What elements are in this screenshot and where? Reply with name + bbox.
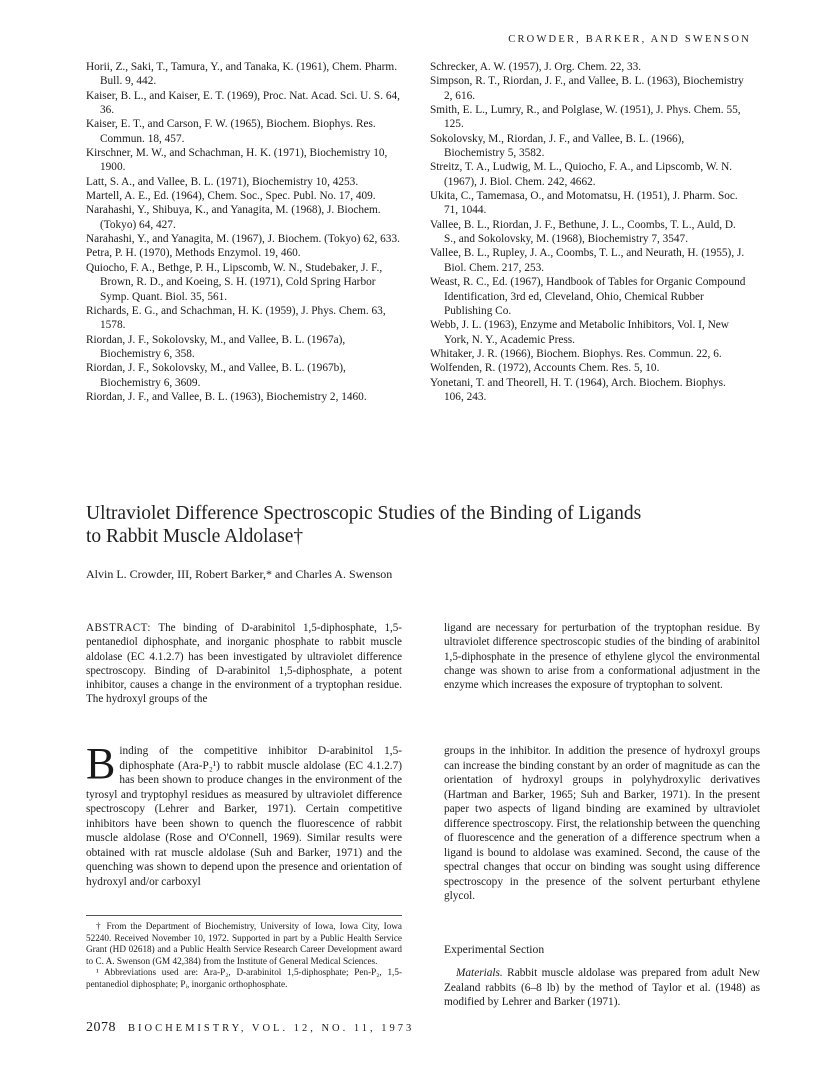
reference-item: Yonetani, T. and Theorell, H. T. (1964), Arch. Biochem. Biophys. 106, 243. [430, 376, 726, 403]
running-header: CROWDER, BARKER, AND SWENSON [508, 34, 751, 45]
reference-item: Sokolovsky, M., Riordan, J. F., and Vallee, B. L. (1966), Biochemistry 5, 3582. [430, 132, 685, 160]
references-right-column [430, 60, 746, 404]
materials-label: Materials. [456, 967, 503, 979]
reference-item: Petra, P. H. (1970), Methods Enzymol. 19, 460. [86, 247, 301, 260]
reference-item: Quiocho, F. A., Bethge, P. H., Lipscomb, W. N., Studebaker, J. F., Brown, R. D., and Koeing, S. H. (1971), Cold Spring Harbor Symp. Quant. Biol. 35, 561. [86, 261, 383, 303]
reference-item: Kaiser, E. T., and Carson, F. W. (1965), Biochem. Biophys. Res. Commun. 18, 457. [86, 118, 376, 145]
footnote-divider [86, 915, 402, 916]
footnote-dagger: † From the Department of Biochemistry, University of Iowa, Iowa City, Iowa 52240. Received November 10, 1972. Supported in part by a Public Health Service Grant (HD 02618) and a Public Health Service Research Career Development award to C. A. Swenson (GM 42,384) from the Institute of General Medical Sciences. [86, 921, 402, 966]
reference-item: Webb, J. L. (1963), Enzyme and Metabolic Inhibitors, Vol. I, New York, N. Y., Academic Press. [430, 319, 729, 346]
body-text-left: inding of the competitive inhibitor D-arabinitol 1,5-diphosphate (Ara-P₂¹) to rabbit muscle aldolase (EC 4.1.2.7) has been shown to produce changes in the environment of the tyrosyl and tryptophyl residues as measured by ultraviolet difference spectroscopy (Lehrer and Barker, 1971). Certain competitive inhibitors have been shown to quench the fluorescence of rabbit muscle aldolase (Rose and O'Connell, 1969). Similar results were obtained with rat muscle aldolase (Suh and Barker, 1971) and the quenching was shown to depend upon the presence and orientation of hydroxyl and/or carboxyl [86, 745, 402, 888]
footnote-abbreviations: ¹ Abbreviations used are: Ara-P₂, D-arabinitol 1,5-diphosphate; Pen-P₂, 1,5-pentanediol diphosphate; Pᵢ, inorganic orthophosphate. [86, 967, 402, 989]
reference-item: Wolfenden, R. (1972), Accounts Chem. Res. 5, 10. [430, 362, 660, 375]
abstract-right: ligand are necessary for perturbation of the tryptophan residue. By ultraviolet difference spectroscopic studies of the binding of arabinitol 1,5-diphosphate in the presence of ethylene glycol the environmental change was shown to arise from a conformational adjustment in the enzyme which increases the exposure of tryptophan to solvent. [444, 622, 760, 692]
reference-item: Streitz, T. A., Ludwig, M. L., Quiocho, F. A., and Lipscomb, W. N. (1967), J. Biol. Chem. 242, 4662. [430, 161, 733, 188]
article-title: Ultraviolet Difference Spectroscopic Studies of the Binding of Ligands to Rabbit Muscle Aldolase† [86, 503, 642, 547]
reference-item: Simpson, R. T., Riordan, J. F., and Vallee, B. L. (1963), Biochemistry 2, 616. [430, 75, 744, 102]
reference-item: Richards, E. G., and Schachman, H. K. (1959), J. Phys. Chem. 63, 1578. [86, 304, 386, 332]
page-number: 2078 [86, 1020, 116, 1035]
reference-item: Horii, Z., Saki, T., Tamura, Y., and Tanaka, K. (1961), Chem. Pharm. Bull. 9, 442. [86, 61, 398, 88]
abstract-text-left: The binding of D-arabinitol 1,5-diphosphate, 1,5-pentanediol diphosphate, and inorganic phosphate to rabbit muscle aldolase (EC 4.1.2.7) has been investigated by ultraviolet difference spectroscopy. Binding of D-arabinitol 1,5-diphosphate, a potent inhibitor, causes a change in the environment of a tryptophan residue. The hydroxyl groups of the [86, 622, 403, 706]
reference-item: Riordan, J. F., Sokolovsky, M., and Vallee, B. L. (1967a), Biochemistry 6, 358. [86, 333, 346, 360]
reference-item: Riordan, J. F., Sokolovsky, M., and Vallee, B. L. (1967b), Biochemistry 6, 3609. [86, 362, 346, 389]
body-left-column [86, 739, 402, 889]
reference-item: Whitaker, J. R. (1966), Biochem. Biophys. Res. Commun. 22, 6. [430, 347, 722, 360]
drop-cap: B [86, 739, 116, 788]
journal-citation: BIOCHEMISTRY, VOL. 12, NO. 11, 1973 [128, 1023, 415, 1034]
reference-item: Riordan, J. F., and Vallee, B. L. (1963), Biochemistry 2, 1460. [86, 390, 367, 403]
reference-item: Latt, S. A., and Vallee, B. L. (1971), Biochemistry 10, 4253. [86, 175, 359, 188]
footnotes [86, 921, 402, 990]
article-authors: Alvin L. Crowder, III, Robert Barker,* and Charles A. Swenson [86, 567, 393, 581]
abstract-label: ABSTRACT: [86, 622, 151, 634]
reference-item: Schrecker, A. W. (1957), J. Org. Chem. 22, 33. [430, 61, 642, 73]
reference-item: Smith, E. L., Lumry, R., and Polglase, W. (1951), J. Phys. Chem. 55, 125. [430, 104, 741, 131]
reference-item: Kaiser, B. L., and Kaiser, E. T. (1969), Proc. Nat. Acad. Sci. U. S. 64, 36. [86, 89, 400, 117]
reference-item: Vallee, B. L., Rupley, J. A., Coombs, T. L., and Neurath, H. (1955), J. Biol. Chem. 217, 253. [430, 247, 745, 274]
reference-item: Narahashi, Y., and Yanagita, M. (1967), J. Biochem. (Tokyo) 62, 633. [86, 233, 400, 246]
references-left-column [86, 60, 402, 404]
materials-paragraph [444, 966, 760, 1010]
reference-item: Narahashi, Y., Shibuya, K., and Yanagita, M. (1968), J. Biochem. (Tokyo) 64, 427. [86, 204, 381, 231]
section-heading: Experimental Section [444, 943, 545, 956]
reference-item: Martell, A. E., Ed. (1964), Chem. Soc., Spec. Publ. No. 17, 409. [86, 190, 376, 203]
materials-text: Rabbit muscle aldolase was prepared from adult New Zealand rabbits (6–8 lb) by the method of Taylor et al. (1948) as modified by Lehrer and Barker (1971). [444, 967, 760, 1008]
body-right-column: groups in the inhibitor. In addition the presence of hydroxyl groups can increase the binding constant by an order of magnitude as can the orientation of hydroxyl groups in polyhydroxylic derivatives (Hartman and Barker, 1965; Suh and Barker, 1971). In the present paper two aspects of ligand binding are examined by ultraviolet difference spectroscopy. First, the relationship between the quenching of fluorescence and the generation of a difference spectrum when a ligand is bound to aldolase was examined. Second, the cause of the spectral changes that occur on binding was sought using difference spectroscopy in the presence of the solvent perturbant ethylene glycol. [444, 745, 760, 902]
reference-item: Weast, R. C., Ed. (1967), Handbook of Tables for Organic Compound Identification, 3rd ed, Cleveland, Ohio, Chemical Rubber Publishing Co. [430, 276, 746, 317]
page-footer [86, 1020, 414, 1036]
reference-item: Ukita, C., Tamemasa, O., and Motomatsu, H. (1951), J. Pharm. Soc. 71, 1044. [430, 190, 738, 217]
reference-item: Vallee, B. L., Riordan, J. F., Bethune, J. L., Coombs, T. L., Auld, D. S., and Sokolovsky, M. (1968), Biochemistry 7, 3547. [430, 218, 736, 246]
abstract-left [86, 621, 402, 707]
reference-item: Kirschner, M. W., and Schachman, H. K. (1971), Biochemistry 10, 1900. [86, 147, 388, 174]
